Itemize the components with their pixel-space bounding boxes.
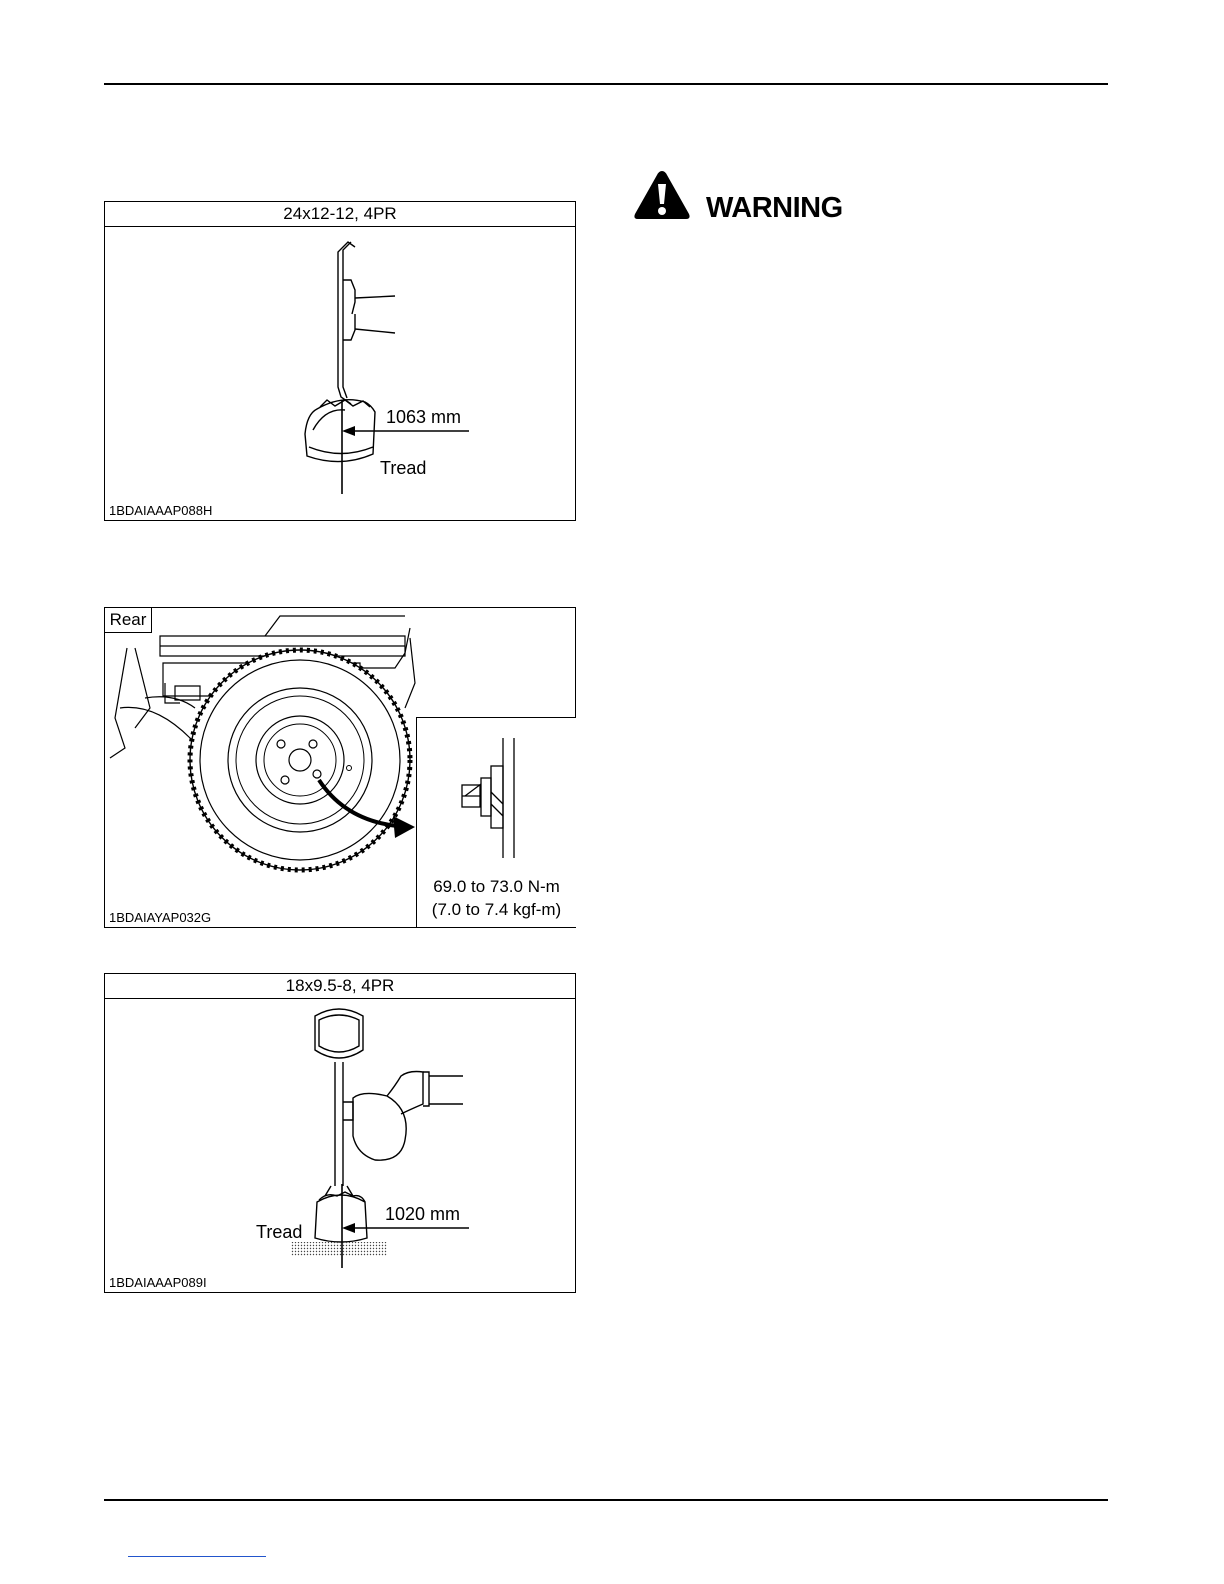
warning-heading (632, 168, 952, 222)
dimension-label: 1063 mm (386, 407, 462, 427)
figure-rear-wheel (104, 607, 576, 928)
rear-wheel-tread-diagram (105, 974, 577, 1294)
torque-value-kgf: (7.0 to 7.4 kgf-m) (431, 900, 562, 919)
warning-triangle-icon (632, 168, 692, 222)
figure-code: 1BDAIAAAP088H (109, 503, 213, 518)
figure-rear-tread (104, 973, 576, 1293)
torque-inset (416, 717, 576, 927)
warning-label: WARNING (706, 192, 843, 224)
footer-rule (104, 1499, 1108, 1501)
bottom-link-underline[interactable] (128, 1556, 266, 1557)
tread-label: Tread (380, 458, 427, 478)
figure-title: 24x12-12, 4PR (105, 202, 575, 227)
figure-code: 1BDAIAAAP089I (109, 1275, 207, 1290)
dimension-label: 1020 mm (385, 1204, 461, 1224)
header-rule (104, 83, 1108, 85)
figure-code: 1BDAIAYAP032G (109, 910, 212, 925)
figure-front-tread (104, 201, 576, 521)
figure-title: 18x9.5-8, 4PR (105, 974, 575, 999)
torque-value: 69.0 to 73.0 N-m (433, 877, 560, 896)
tread-label: Tread (256, 1222, 303, 1242)
front-wheel-tread-diagram (105, 202, 577, 522)
rear-tag: Rear (104, 607, 152, 633)
